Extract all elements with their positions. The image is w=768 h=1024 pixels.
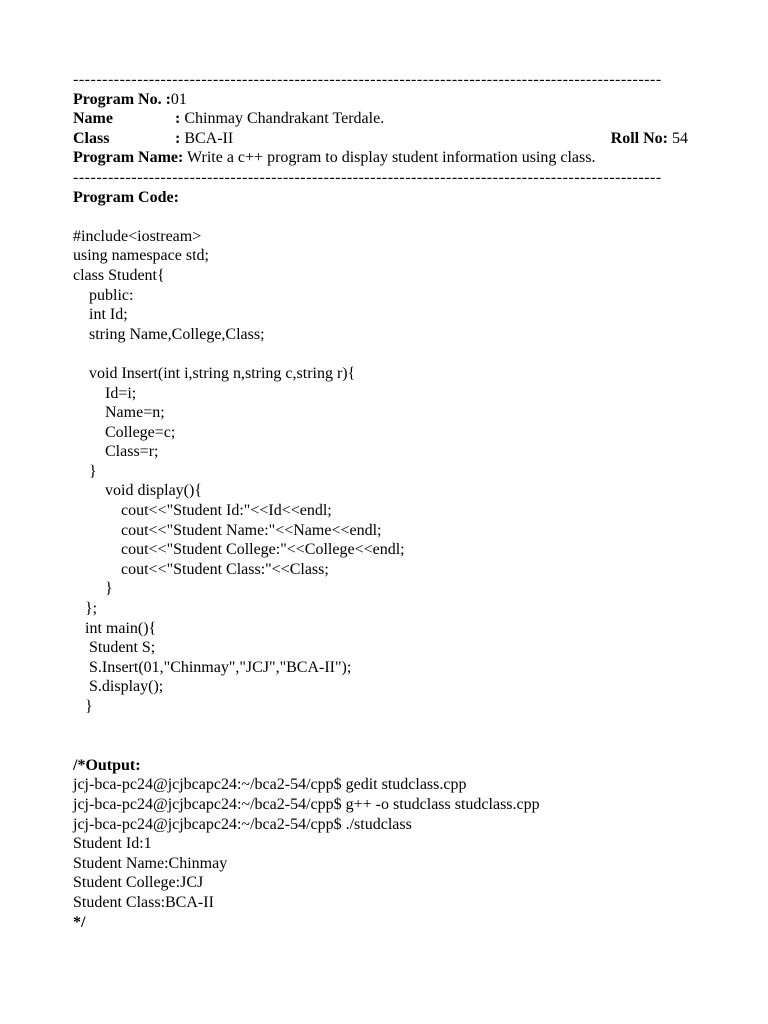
code-line: S.Insert(01,"Chinmay","JCJ","BCA-II"); (73, 658, 352, 676)
roll-no-label: Roll No: (610, 129, 668, 147)
bottom-divider: ----------------------------------------------------------------------------------------------------- (73, 168, 662, 186)
code-line: }; (73, 600, 98, 618)
code-line: #include<iostream> (73, 227, 202, 245)
name-colon: : (175, 110, 185, 128)
code-line: int Id; (73, 306, 128, 324)
class-row (73, 129, 693, 149)
name-label: Name (73, 110, 113, 128)
program-name-label: Program Name: (73, 149, 184, 167)
code-line: void display(){ (73, 482, 202, 500)
code-line: int main(){ (73, 619, 157, 637)
code-line: cout<<"Student Id:"<<Id<<endl; (73, 502, 332, 520)
code-line: string Name,College,Class; (73, 325, 265, 343)
code-line: cout<<"Student College:"<<College<<endl; (73, 541, 405, 559)
spacer (73, 207, 693, 227)
top-divider: ----------------------------------------------------------------------------------------------------- (73, 71, 662, 88)
output-end: */ (73, 913, 86, 931)
output-line: Student Name:Chinmay (73, 854, 228, 872)
code-line: Student S; (73, 639, 156, 657)
spacer (73, 717, 693, 737)
code-block (73, 227, 693, 717)
class-value: BCA-II (184, 129, 234, 147)
output-line: Student Id:1 (73, 835, 152, 853)
code-line: class Student{ (73, 266, 165, 284)
document-page (73, 70, 693, 932)
output-line: jcj-bca-pc24@jcjbcapc24:~/bca2-54/cpp$ ./studclass (73, 815, 412, 833)
code-line: } (73, 698, 93, 715)
output-block (73, 775, 693, 912)
name-value: Chinmay Chandrakant Terdale. (184, 110, 385, 128)
output-line: jcj-bca-pc24@jcjbcapc24:~/bca2-54/cpp$ g++ -o studclass studclass.cpp (73, 795, 540, 813)
program-name-value: Write a c++ program to display student information using class. (187, 149, 596, 167)
output-heading: /*Output: (73, 756, 141, 774)
code-line: College=c; (73, 423, 176, 441)
output-line: jcj-bca-pc24@jcjbcapc24:~/bca2-54/cpp$ gedit studclass.cpp (73, 776, 467, 794)
code-line: Id=i; (73, 384, 137, 402)
program-no-value: 01 (170, 90, 187, 108)
spacer (73, 736, 693, 756)
output-line: Student Class:BCA-II (73, 893, 214, 911)
code-line: Name=n; (73, 404, 165, 422)
name-row (73, 109, 693, 129)
program-no-label: Program No. : (73, 90, 171, 108)
roll-no-value: 54 (672, 129, 688, 147)
code-line: cout<<"Student Name:"<<Name<<endl; (73, 521, 382, 539)
code-line: cout<<"Student Class:"<<Class; (73, 560, 329, 578)
roll-no (611, 129, 688, 149)
code-heading: Program Code: (73, 188, 179, 206)
class-colon: : (175, 129, 185, 147)
code-line: using namespace std; (73, 247, 209, 265)
program-no-row (73, 90, 693, 110)
program-name-row (73, 148, 693, 168)
code-line (73, 344, 693, 364)
class-label: Class (73, 129, 110, 147)
code-line: S.display(); (73, 678, 164, 696)
code-line: Class=r; (73, 443, 159, 461)
output-line: Student College:JCJ (73, 874, 204, 892)
code-line: } (73, 462, 97, 480)
code-line: } (73, 580, 113, 598)
code-line: void Insert(int i,string n,string c,string r){ (73, 364, 356, 382)
code-line: public: (73, 286, 134, 304)
